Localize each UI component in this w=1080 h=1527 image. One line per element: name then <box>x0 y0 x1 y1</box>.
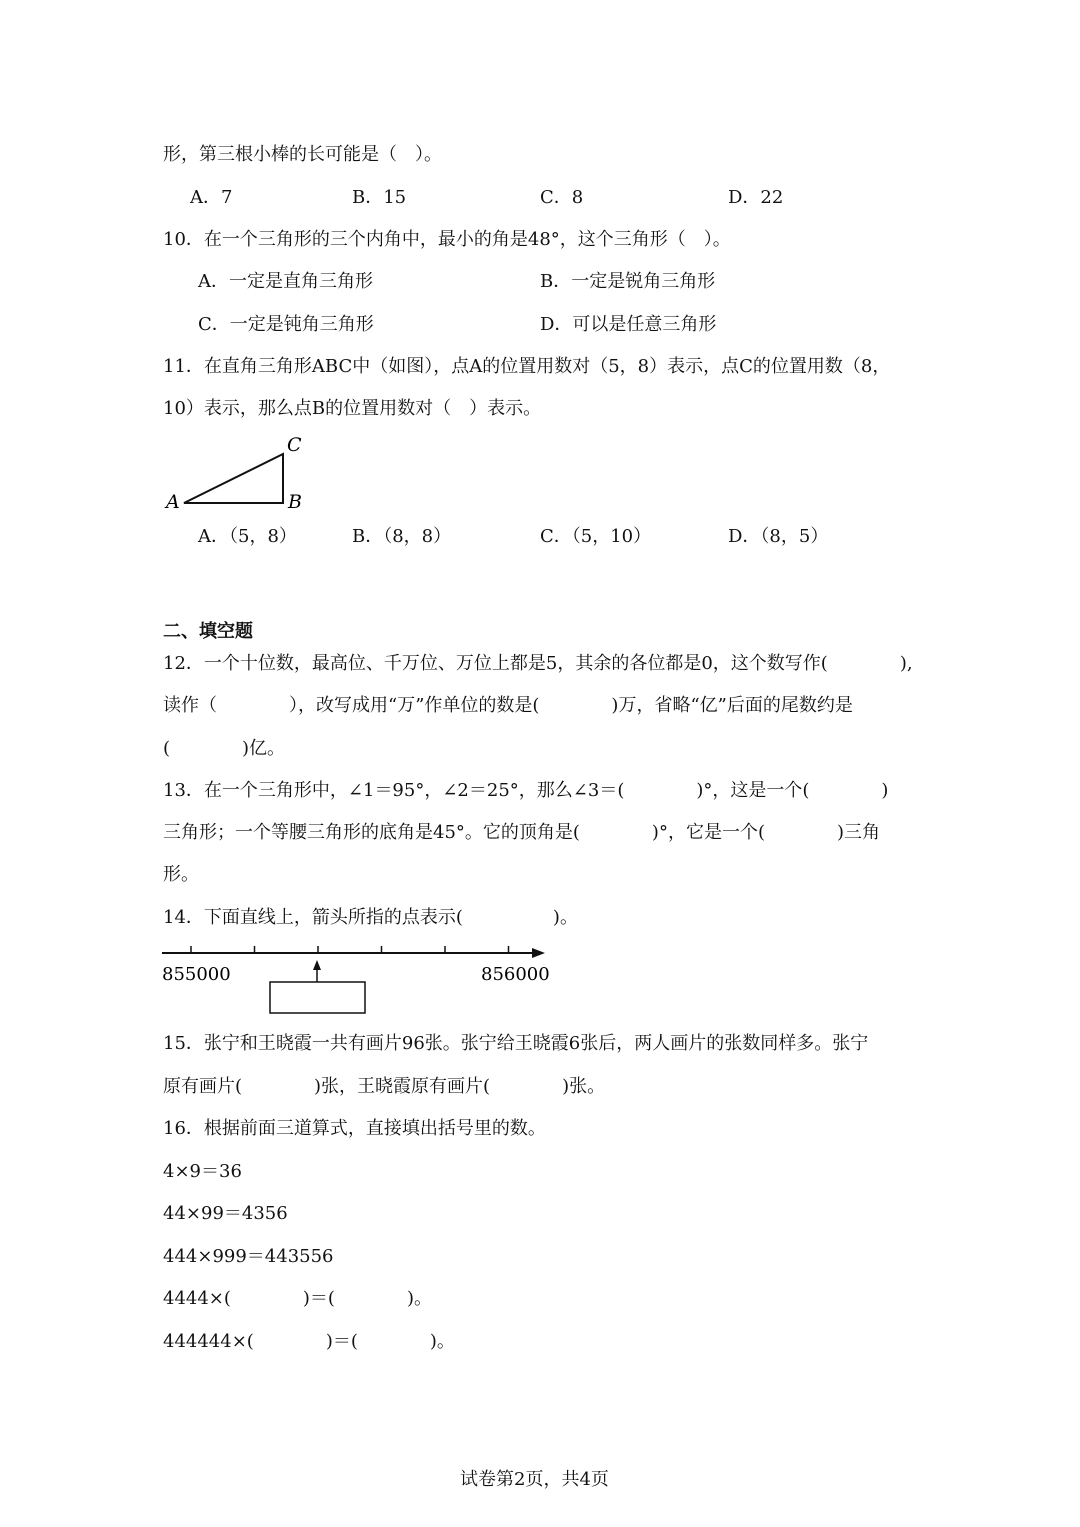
q10-option-c: C．一定是钝角三角形 <box>198 314 374 335</box>
q11-option-a: A．（5，8） <box>198 526 297 547</box>
q10-option-a: A．一定是直角三角形 <box>198 271 373 292</box>
q10-option-d: D．可以是任意三角形 <box>540 314 717 335</box>
vertex-label-c: C <box>287 434 302 456</box>
number-line-left-label: 855000 <box>162 964 231 985</box>
triangle-abc <box>184 454 283 503</box>
q15-line1: 15．张宁和王晓霞一共有画片96张。张宁给王晓霞6张后，两人画片的张数同样多。张宁 <box>163 1033 869 1054</box>
q9-option-b: B．15 <box>352 187 407 208</box>
answer-box <box>270 982 365 1013</box>
q11-stem-line2: 10）表示，那么点B的位置用数对（ ）表示。 <box>163 398 542 419</box>
q16-equation-1: 4×9＝36 <box>163 1161 242 1182</box>
q11-triangle-figure <box>160 430 320 520</box>
q11-option-b: B．（8，8） <box>352 526 452 547</box>
vertex-label-a: A <box>166 491 180 513</box>
q10-option-b: B．一定是锐角三角形 <box>540 271 716 292</box>
section-heading-fill-in: 二、填空题 <box>163 621 253 642</box>
q9-option-c: C．8 <box>540 187 584 208</box>
q16-stem: 16．根据前面三道算式，直接填出括号里的数。 <box>163 1118 546 1139</box>
page-footer: 试卷第2页，共4页 <box>460 1469 609 1490</box>
q11-option-d: D．（8，5） <box>728 526 829 547</box>
q16-equation-2: 44×99＝4356 <box>163 1203 288 1224</box>
vertex-label-b: B <box>288 491 302 513</box>
q13-line1: 13．在一个三角形中，∠1＝95°，∠2＝25°，那么∠3＝( )°，这是一个( ) <box>163 780 889 801</box>
q15-line2: 原有画片( )张，王晓霞原有画片( )张。 <box>163 1076 606 1097</box>
q12-line2: 读作（ ），改写成用“万”作单位的数是( )万，省略“亿”后面的尾数约是 <box>163 695 853 716</box>
q13-line2: 三角形；一个等腰三角形的底角是45°。它的顶角是( )°，它是一个( )三角 <box>163 822 880 843</box>
q12-line3: ( )亿。 <box>163 738 286 759</box>
q12-line1: 12．一个十位数，最高位、千万位、万位上都是5，其余的各位都是0，这个数写作( ), <box>163 653 913 674</box>
q16-equation-5: 444444×( )＝( )。 <box>163 1331 455 1352</box>
q10-stem: 10．在一个三角形的三个内角中，最小的角是48°，这个三角形（ ）。 <box>163 229 731 250</box>
q9-option-d: D．22 <box>728 187 784 208</box>
number-line-right-label: 856000 <box>481 964 550 985</box>
q11-option-c: C．（5，10） <box>540 526 652 547</box>
q16-equation-3: 444×999＝443556 <box>163 1246 334 1267</box>
pointer-arrow-head <box>313 960 321 970</box>
q14-number-line <box>150 935 560 1020</box>
number-line-ticks <box>191 946 509 953</box>
number-line-arrowhead <box>532 948 545 958</box>
q14-stem: 14．下面直线上，箭头所指的点表示( )。 <box>163 907 578 928</box>
q9-stem-continuation: 形，第三根小棒的长可能是（ ）。 <box>163 144 442 165</box>
q16-equation-4: 4444×( )＝( )。 <box>163 1288 432 1309</box>
q11-stem-line1: 11．在直角三角形ABC中（如图），点A的位置用数对（5，8）表示，点C的位置用数（8， <box>163 356 891 377</box>
q9-option-a: A．7 <box>190 187 233 208</box>
q13-line3: 形。 <box>163 864 199 885</box>
